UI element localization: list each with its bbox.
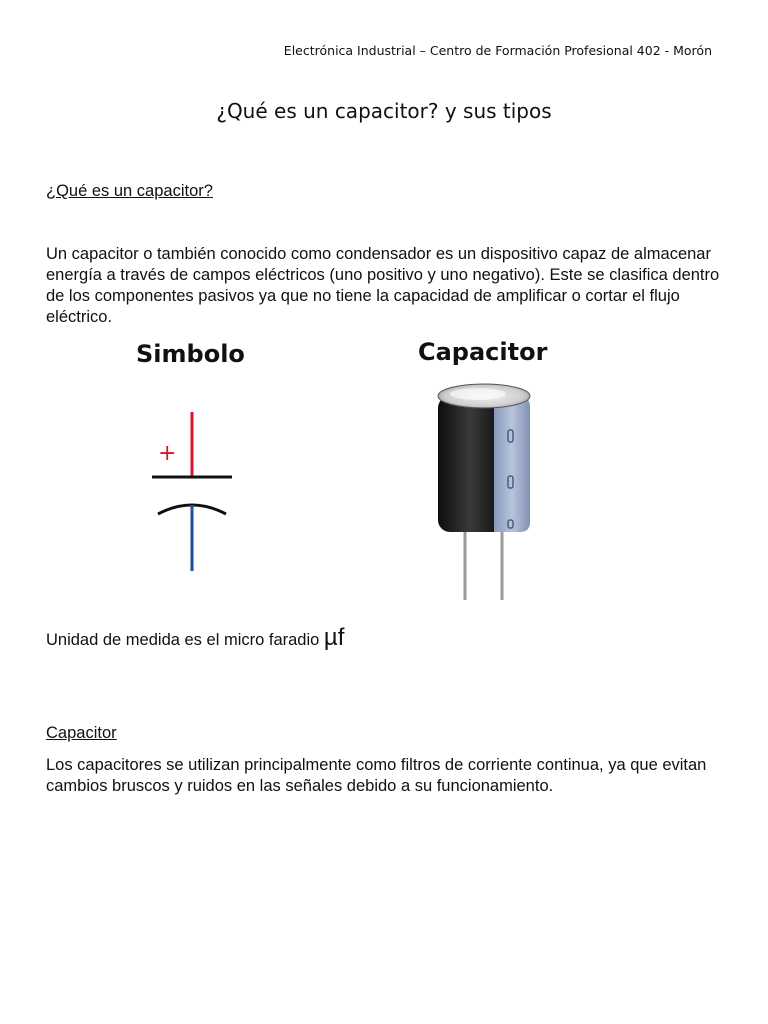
symbol-figure-label: Simbolo xyxy=(136,340,245,368)
section-heading-what-is: ¿Qué es un capacitor? xyxy=(46,182,213,200)
section-heading-capacitor: Capacitor xyxy=(46,724,117,742)
unit-text: Unidad de medida es el micro faradio xyxy=(46,631,324,649)
capacitor-top-highlight xyxy=(450,388,506,400)
capacitor-figure-label: Capacitor xyxy=(418,338,548,366)
section-paragraph-uses: Los capacitores se utilizan principalmente como filtros de corriente continua, ya que evitan cambios bruscos y ruidos en las señales debido a su funcionamiento. xyxy=(46,756,707,795)
page-title: ¿Qué es un capacitor? y sus tipos xyxy=(216,99,552,123)
plus-sign: + xyxy=(158,441,177,466)
capacitor-symbol-figure xyxy=(140,400,250,580)
micro-farad-symbol: µf xyxy=(323,624,345,651)
polarity-stripe xyxy=(494,398,530,532)
unit-of-measure-line xyxy=(46,624,344,652)
page-header: Electrónica Industrial – Centro de Formación Profesional 402 - Morón xyxy=(283,43,712,58)
section-paragraph-definition: Un capacitor o también conocido como condensador es un dispositivo capaz de almacenar energía a través de campos eléctricos (uno positivo y uno negativo). Este se clasifica dentro de los componentes pasivos ya que no tiene la capacidad de amplificar o cortar el flujo eléctrico. xyxy=(46,245,720,326)
electrolytic-capacitor-illustration xyxy=(428,378,538,606)
